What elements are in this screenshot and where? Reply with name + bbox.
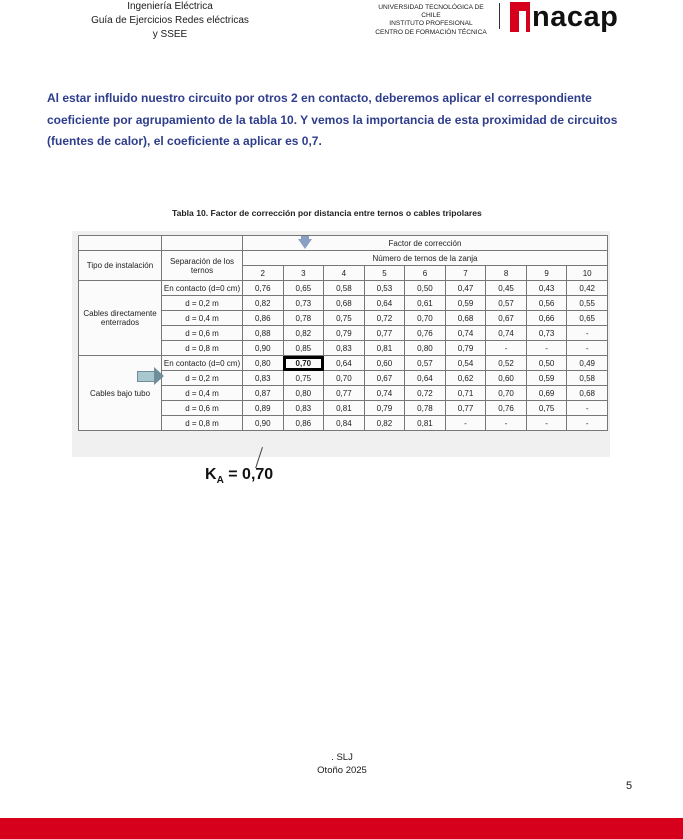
factor-cell: 0,74	[445, 326, 486, 341]
factor-cell: 0,80	[405, 341, 446, 356]
count-header: 2	[243, 266, 284, 281]
factor-cell: 0,42	[567, 281, 608, 296]
factor-cell: 0,67	[364, 371, 405, 386]
factor-cell: 0,64	[405, 371, 446, 386]
factor-cell: 0,75	[526, 401, 567, 416]
separation-cell: d = 0,4 m	[162, 386, 243, 401]
factor-cell: -	[526, 341, 567, 356]
institution-line-3: CENTRO DE FORMACIÓN TÉCNICA	[375, 28, 487, 36]
factor-cell: 0,72	[405, 386, 446, 401]
factor-cell: -	[445, 416, 486, 431]
separation-cell: En contacto (d=0 cm)	[162, 281, 243, 296]
count-header: 6	[405, 266, 446, 281]
factor-cell: 0,86	[283, 416, 324, 431]
ka-value: = 0,70	[228, 466, 274, 483]
factor-cell: 0,76	[405, 326, 446, 341]
separation-cell: d = 0,4 m	[162, 311, 243, 326]
factor-cell: 0,73	[526, 326, 567, 341]
factor-cell: 0,79	[364, 401, 405, 416]
separation-cell: d = 0,6 m	[162, 401, 243, 416]
table-row	[79, 281, 608, 296]
factor-cell: 0,90	[243, 416, 284, 431]
factor-cell: 0,78	[283, 311, 324, 326]
factor-cell: 0,77	[364, 326, 405, 341]
factor-cell: 0,60	[364, 356, 405, 371]
factor-cell: 0,50	[526, 356, 567, 371]
factor-cell: 0,68	[445, 311, 486, 326]
count-header: 7	[445, 266, 486, 281]
institution-line-1: UNIVERSIDAD TECNOLÓGICA DE CHILE	[378, 4, 484, 20]
footer-author: . SLJ	[331, 752, 353, 763]
factor-cell: 0,81	[405, 416, 446, 431]
factor-cell: 0,82	[283, 326, 324, 341]
header-divider	[499, 3, 500, 29]
footer-brand-bar	[0, 818, 683, 839]
count-header: 10	[567, 266, 608, 281]
factor-cell: 0,55	[567, 296, 608, 311]
count-header: 9	[526, 266, 567, 281]
factor-cell: 0,74	[364, 386, 405, 401]
factor-cell: 0,62	[445, 371, 486, 386]
factor-cell: -	[567, 401, 608, 416]
header-subtitle: Guía de Ejercicios Redes eléctricas y SSEE	[91, 15, 249, 40]
separation-cell: d = 0,8 m	[162, 341, 243, 356]
header-separacion: Separación de los ternos	[162, 251, 243, 281]
factor-cell: 0,83	[243, 371, 284, 386]
factor-cell: 0,87	[243, 386, 284, 401]
factor-cell: 0,85	[283, 341, 324, 356]
factor-cell: 0,80	[283, 386, 324, 401]
factor-cell: 0,68	[567, 386, 608, 401]
factor-cell: 0,81	[324, 401, 365, 416]
factor-cell: 0,78	[405, 401, 446, 416]
separation-cell: En contacto (d=0 cm)	[162, 356, 243, 371]
factor-cell: 0,70	[486, 386, 527, 401]
factor-cell: 0,64	[364, 296, 405, 311]
factor-cell: 0,70	[405, 311, 446, 326]
factor-cell: 0,82	[364, 416, 405, 431]
correction-factor-table	[78, 235, 608, 431]
ka-result	[205, 466, 273, 486]
table-caption: Tabla 10. Factor de corrección por distancia entre ternos o cables tripolares	[172, 208, 482, 218]
factor-cell: 0,49	[567, 356, 608, 371]
factor-cell: 0,65	[567, 311, 608, 326]
logo-text: nacap	[532, 1, 619, 33]
factor-cell: 0,83	[283, 401, 324, 416]
factor-cell: -	[567, 416, 608, 431]
ka-subscript: A	[216, 475, 224, 487]
factor-cell: 0,86	[243, 311, 284, 326]
factor-cell: 0,84	[324, 416, 365, 431]
factor-cell: 0,59	[526, 371, 567, 386]
body-paragraph: Al estar influido nuestro circuito por otros 2 en contacto, deberemos aplicar el correspondiente coeficiente por agrupamiento de la tabla 10. Y vemos la importancia de esta proximidad de circuitos (fuentes de calor), el coeficiente a aplicar es 0,7.	[47, 91, 618, 148]
inacap-logo	[510, 1, 618, 33]
factor-cell: 0,73	[283, 296, 324, 311]
factor-cell: 0,83	[324, 341, 365, 356]
factor-label: Factor de corrección	[243, 236, 608, 251]
separation-cell: d = 0,8 m	[162, 416, 243, 431]
factor-cell: 0,67	[486, 311, 527, 326]
header-institution	[368, 4, 494, 37]
group-label: Cables bajo tubo	[79, 356, 162, 431]
factor-cell: 0,80	[243, 356, 284, 371]
factor-cell: 0,56	[526, 296, 567, 311]
count-header: 5	[364, 266, 405, 281]
factor-cell: 0,76	[243, 281, 284, 296]
factor-cell: 0,47	[445, 281, 486, 296]
factor-cell: 0,77	[445, 401, 486, 416]
factor-cell: 0,45	[486, 281, 527, 296]
factor-cell: 0,81	[364, 341, 405, 356]
count-header: 8	[486, 266, 527, 281]
footer-term: Otoño 2025	[317, 765, 367, 776]
factor-cell: 0,71	[445, 386, 486, 401]
ka-symbol: K	[205, 466, 217, 483]
factor-cell: 0,61	[405, 296, 446, 311]
factor-cell: 0,57	[486, 296, 527, 311]
factor-cell: 0,70	[324, 371, 365, 386]
right-arrow-icon	[154, 367, 164, 385]
header-numero: Número de ternos de la zanja	[243, 251, 608, 266]
factor-cell: 0,75	[283, 371, 324, 386]
header-tipo: Tipo de instalación	[79, 251, 162, 281]
factor-cell: 0,76	[486, 401, 527, 416]
factor-cell: 0,53	[364, 281, 405, 296]
logo-mark-icon	[510, 2, 530, 32]
factor-cell: -	[567, 341, 608, 356]
page-number: 5	[626, 780, 633, 792]
down-arrow-icon	[298, 239, 312, 249]
factor-cell: 0,82	[243, 296, 284, 311]
factor-cell: 0,50	[405, 281, 446, 296]
footer	[300, 751, 384, 777]
highlighted-factor-cell: 0,70	[283, 356, 324, 371]
factor-cell: 0,75	[324, 311, 365, 326]
factor-cell: 0,52	[486, 356, 527, 371]
group-enterrados	[79, 281, 608, 356]
header-left	[90, 0, 250, 42]
factor-cell: 0,77	[324, 386, 365, 401]
factor-cell: -	[486, 416, 527, 431]
factor-cell: -	[486, 341, 527, 356]
factor-cell: -	[526, 416, 567, 431]
factor-cell: 0,72	[364, 311, 405, 326]
factor-cell: -	[567, 326, 608, 341]
factor-cell: 0,88	[243, 326, 284, 341]
separation-cell: d = 0,6 m	[162, 326, 243, 341]
factor-cell: 0,65	[283, 281, 324, 296]
factor-cell: 0,74	[486, 326, 527, 341]
separation-cell: d = 0,2 m	[162, 296, 243, 311]
group-label: Cables directamente enterrados	[79, 281, 162, 356]
factor-cell: 0,90	[243, 341, 284, 356]
factor-cell: 0,68	[324, 296, 365, 311]
factor-cell: 0,54	[445, 356, 486, 371]
factor-cell: 0,59	[445, 296, 486, 311]
institution-line-2: INSTITUTO PROFESIONAL	[389, 20, 473, 28]
factor-cell: 0,64	[324, 356, 365, 371]
factor-cell: 0,60	[486, 371, 527, 386]
factor-cell: 0,69	[526, 386, 567, 401]
header-title: Ingeniería Eléctrica	[127, 1, 213, 12]
count-header: 4	[324, 266, 365, 281]
factor-cell: 0,58	[324, 281, 365, 296]
count-header: 3	[283, 266, 324, 281]
separation-cell: d = 0,2 m	[162, 371, 243, 386]
right-arrow-body	[137, 371, 155, 382]
factor-cell: 0,57	[405, 356, 446, 371]
factor-cell: 0,66	[526, 311, 567, 326]
factor-cell: 0,79	[445, 341, 486, 356]
factor-cell: 0,58	[567, 371, 608, 386]
factor-cell: 0,79	[324, 326, 365, 341]
factor-cell: 0,43	[526, 281, 567, 296]
factor-cell: 0,89	[243, 401, 284, 416]
